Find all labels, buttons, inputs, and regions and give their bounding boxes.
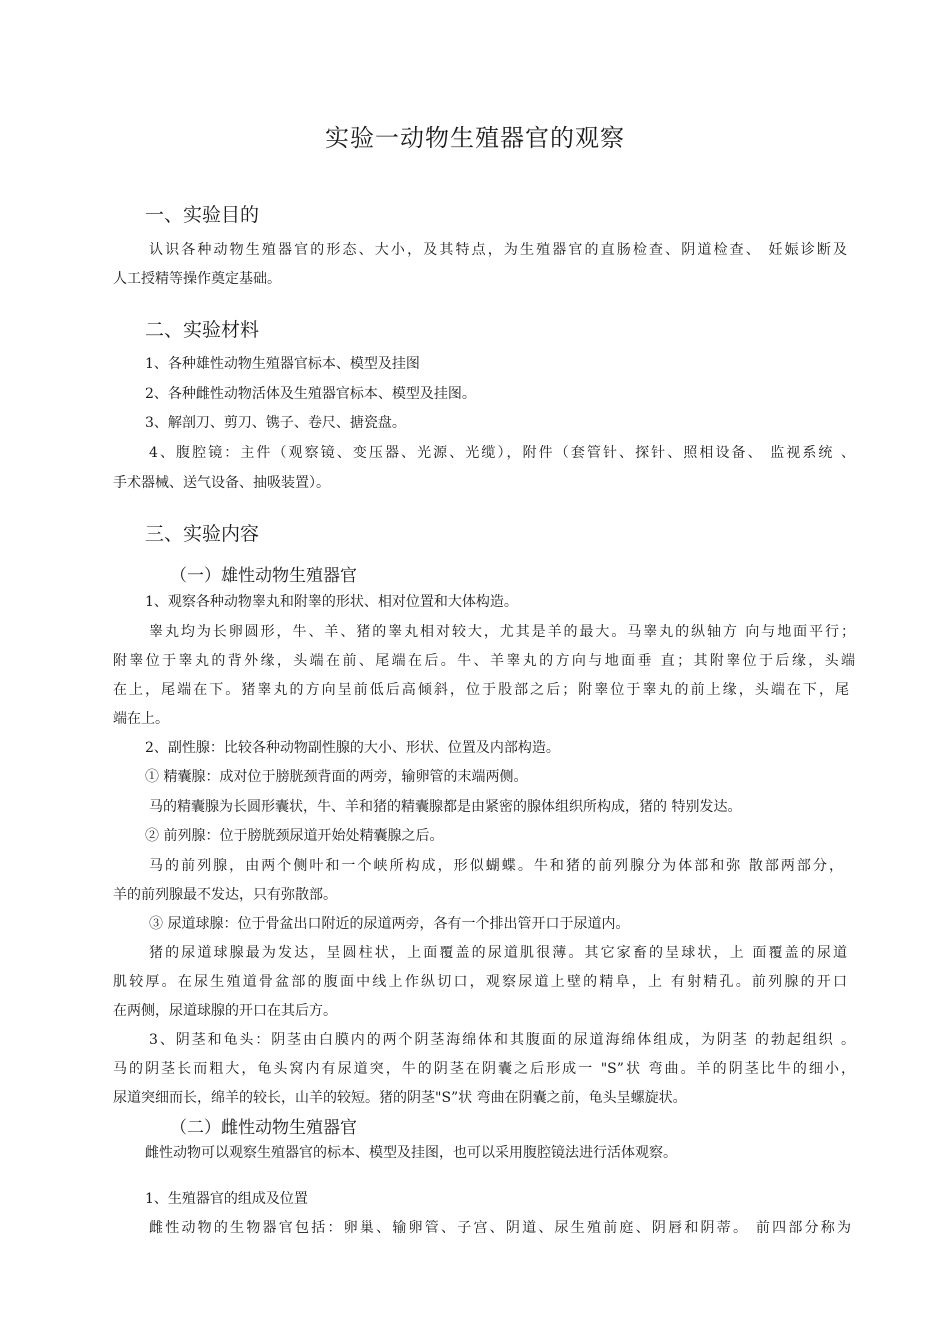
paragraph-line: 羊的前列腺最不发达，只有弥散部。 — [113, 887, 337, 903]
section-heading-content: 三、实验内容 — [145, 523, 260, 545]
list-item: 4、腹腔镜：主件（观察镜、变压器、光源、光缆），附件（套管针、探针、照相设备、 监视系统 、 — [149, 445, 855, 461]
subsection-heading-male: （一）雄性动物生殖器官 — [170, 566, 357, 586]
paragraph-line: 猪的尿道球腺最为发达，呈圆柱状，上面覆盖的尿道肌很薄。其它家畜的呈球状，上 面覆盖的尿道 — [149, 945, 847, 961]
document-title: 实验一动物生殖器官的观察 — [325, 124, 625, 152]
paragraph-line: 3、阴茎和龟头：阴茎由白膜内的两个阴茎海绵体和其腹面的尿道海绵体组成，为阴茎 的勃起组织 。 — [149, 1032, 855, 1048]
paragraph-line: ① 精囊腺：成对位于膀胱颈背面的两旁，输卵管的末端两侧。 — [145, 769, 528, 785]
section-heading-purpose: 一、实验目的 — [145, 204, 260, 226]
paragraph-line: 在上，尾端在下。猪睾丸的方向呈前低后高倾斜，位于股部之后；附睾位于睾丸的前上缘，头端在下，尾 — [113, 682, 849, 698]
paragraph-line: 雌性动物可以观察生殖器官的标本、模型及挂图，也可以采用腹腔镜法进行活体观察。 — [145, 1145, 677, 1161]
paragraph-line: 附睾位于睾丸的背外缘，头端在前、尾端在后。牛、羊睾丸的方向与地面垂 直；其附睾位于后缘，头端 — [113, 653, 855, 669]
paragraph-line: 肌较厚。在尿生殖道骨盆部的腹面中线上作纵切口，观察尿道上壁的精阜，上 有射精孔。前列腺的开口 — [113, 974, 847, 990]
paragraph-line: 马的阴茎长而粗大，龟头窝内有尿道突，牛的阴茎在阴囊之后形成一 "S”状 弯曲。羊的阴茎比牛的细小， — [113, 1061, 855, 1077]
paragraph-line: 睾丸均为长卵圆形，牛、羊、猪的睾丸相对较大，尤其是羊的最大。马睾丸的纵轴方 向与地面平行； — [149, 624, 855, 640]
paragraph-line: 尿道突细而长，绵羊的较长，山羊的较短。猪的阴茎"S”状 弯曲在阴囊之前，龟头呈螺旋状。 — [113, 1090, 687, 1106]
paragraph-line: 马的精囊腺为长圆形囊状，牛、羊和猪的精囊腺都是由紧密的腺体组织所构成，猪的 特别发达。 — [149, 799, 742, 815]
paragraph-line: 1、观察各种动物睾丸和附睾的形状、相对位置和大体构造。 — [145, 594, 518, 610]
list-item: 1、各种雄性动物生殖器官标本、模型及挂图 — [145, 356, 420, 372]
paragraph-line: 1、生殖器官的组成及位置 — [145, 1191, 308, 1207]
section-heading-materials: 二、实验材料 — [145, 319, 260, 341]
paragraph-line: 雌性动物的生物器官包括：卵巢、输卵管、子宫、阴道、尿生殖前庭、阴唇和阴蒂。 前四部分称为 — [149, 1220, 851, 1236]
paragraph-line: 2、副性腺：比较各种动物副性腺的大小、形状、位置及内部构造。 — [145, 740, 560, 756]
subsection-heading-female: （二）雌性动物生殖器官 — [170, 1118, 357, 1138]
paragraph-line: 人工授精等操作奠定基础。 — [113, 271, 281, 287]
paragraph-line: 马的前列腺，由两个侧叶和一个峡所构成，形似蝴蝶。牛和猪的前列腺分为体部和弥 散部两部分， — [149, 858, 843, 874]
paragraph-line: 在两侧，尿道球腺的开口在其后方。 — [113, 1003, 337, 1019]
paragraph-line: ③ 尿道球腺：位于骨盆出口附近的尿道两旁，各有一个排出管开口于尿道内。 — [149, 916, 630, 932]
list-item: 3、解剖刀、剪刀、镌子、卷尺、搪瓷盘。 — [145, 415, 406, 431]
paragraph-line: 端在上。 — [113, 711, 169, 727]
paragraph-line: 认识各种动物生殖器官的形态、大小，及其特点，为生殖器官的直肠检查、阴道检查、 妊娠诊断及 — [149, 242, 847, 258]
list-item-continued: 手术器械、送气设备、抽吸装置）。 — [113, 475, 330, 491]
paragraph-line: ② 前列腺：位于膀胱颈尿道开始处精囊腺之后。 — [145, 828, 444, 844]
list-item: 2、各种雌性动物活体及生殖器官标本、模型及挂图。 — [145, 386, 476, 402]
